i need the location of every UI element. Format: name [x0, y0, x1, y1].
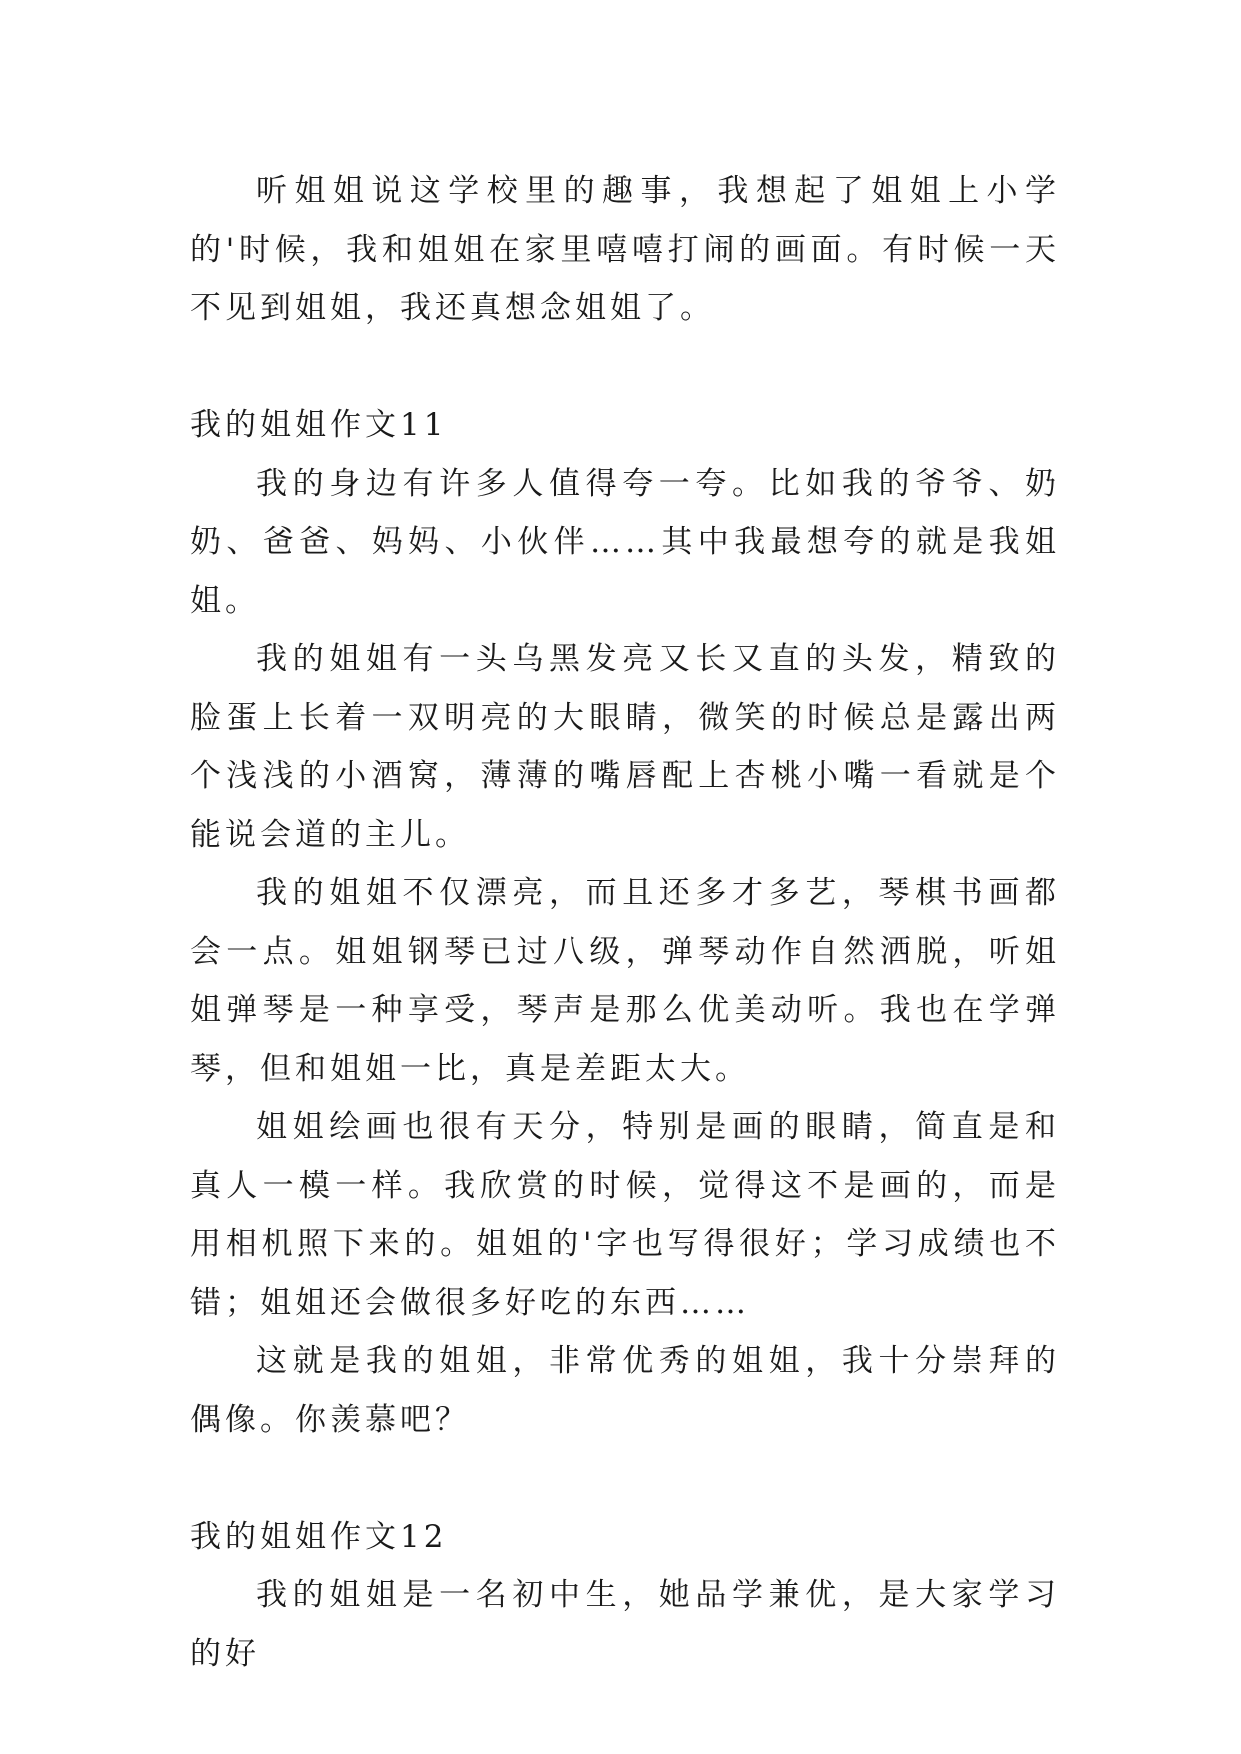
paragraph: 听姐姐说这学校里的趣事，我想起了姐姐上小学的'时候，我和姐姐在家里嘻嘻打闹的画面。有时候一天不见到姐姐，我还真想念姐姐了。 — [190, 173, 1060, 326]
paragraph: 我的姐姐不仅漂亮，而且还多才多艺，琴棋书画都会一点。姐姐钢琴已过八级，弹琴动作自然洒脱，听姐姐弹琴是一种享受，琴声是那么优美动听。我也在学弹琴，但和姐姐一比，真是差距太大。 — [190, 875, 1060, 1087]
section-heading: 我的姐姐作文12 — [190, 1518, 448, 1555]
paragraph: 我的身边有许多人值得夸一夸。比如我的爷爷、奶奶、爸爸、妈妈、小伙伴……其中我最想夸的就是我姐姐。 — [190, 465, 1060, 619]
blank-line — [190, 338, 1060, 397]
paragraph: 我的姐姐有一头乌黑发亮又长又直的头发，精致的脸蛋上长着一双明亮的大眼睛，微笑的时候总是露出两个浅浅的小酒窝，薄薄的嘴唇配上杏桃小嘴一看就是个能说会道的主儿。 — [190, 641, 1060, 853]
paragraph: 我的姐姐是一名初中生，她品学兼优，是大家学习的好 — [190, 1577, 1060, 1672]
paragraph: 姐姐绘画也很有天分，特别是画的眼睛，简直是和真人一模一样。我欣赏的时候，觉得这不是画的，而是用相机照下来的。姐姐的'字也写得很好；学习成绩也不错；姐姐还会做很多好吃的东西…… — [190, 1109, 1060, 1321]
section-heading: 我的姐姐作文11 — [190, 407, 448, 443]
blank-line — [190, 1449, 1060, 1508]
paragraph: 这就是我的姐姐，非常优秀的姐姐，我十分崇拜的偶像。你羡慕吧？ — [190, 1343, 1060, 1438]
document-body — [190, 162, 1060, 1683]
